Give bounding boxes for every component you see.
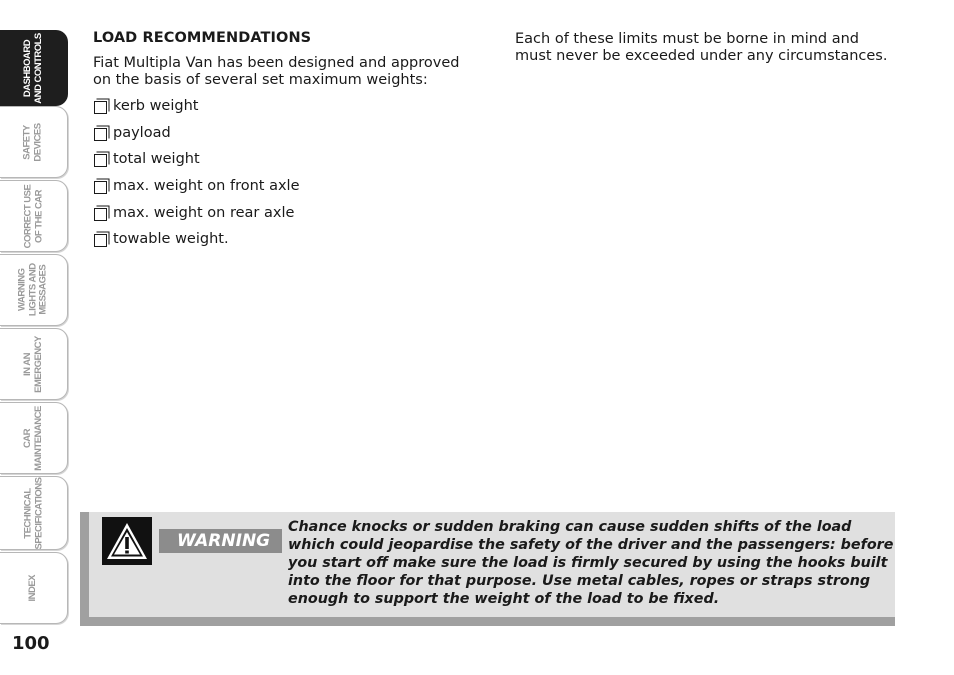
tab-safety-devices[interactable] (0, 106, 68, 178)
tab-technical-specifications[interactable] (0, 476, 68, 550)
checkbox-bullet-icon (94, 154, 107, 167)
page-number: 100 (12, 633, 50, 654)
tab-label: CORRECT USE OF THE CAR (22, 184, 44, 248)
tab-label: TECHNICAL SPECIFICATIONS (22, 477, 44, 549)
tab-label: SAFETY DEVICES (22, 122, 44, 162)
list-item-text: max. weight on front axle (113, 178, 300, 195)
tab-label: CAR MAINTENANCE (21, 405, 44, 471)
tab-dashboard-and-controls[interactable] (0, 30, 68, 106)
checkbox-bullet-icon (94, 128, 107, 141)
list-item (93, 151, 473, 178)
tab-label: WARNING LIGHTS AND MESSAGES (16, 263, 49, 317)
tab-in-an-emergency[interactable] (0, 328, 68, 400)
list-item (93, 178, 473, 205)
list-item (93, 98, 473, 125)
tab-car-maintenance[interactable] (0, 402, 68, 474)
list-item-text: total weight (113, 151, 200, 168)
limits-paragraph: Each of these limits must be borne in mind and must never be exceeded under any circumstances. (515, 31, 888, 64)
checkbox-bullet-icon (94, 234, 107, 247)
warning-box (80, 512, 895, 626)
warning-triangle-icon (102, 517, 152, 565)
checkbox-bullet-icon (94, 208, 107, 221)
list-item-text: payload (113, 124, 171, 141)
tab-label: IN AN EMERGENCY (21, 335, 44, 393)
checkbox-bullet-icon (94, 181, 107, 194)
list-item (93, 205, 473, 232)
warning-text: Chance knocks or sudden braking can cause sudden shifts of the load which could jeopardise the safety of the driver and the passengers: before you start off make sure the load is firmly secured by using the hooks built into the floor for that purpose. Use metal cables, ropes or straps strong enough to support the weight of the load to be fixed. (288, 519, 894, 607)
weight-list (93, 98, 473, 258)
list-item-text: max. weight on rear axle (113, 204, 295, 221)
tab-index[interactable] (0, 552, 68, 624)
intro-paragraph: Fiat Multipla Van has been designed and approved on the basis of several set maximum weights: (93, 55, 460, 88)
list-item (93, 231, 473, 258)
warning-label: WARNING (159, 529, 282, 553)
list-item-text: kerb weight (113, 98, 199, 114)
tab-warning-lights-and-messages[interactable] (0, 254, 68, 326)
list-item (93, 125, 473, 152)
checkbox-bullet-icon (94, 101, 107, 114)
tab-label: INDEX (27, 574, 39, 602)
tab-correct-use-of-the-car[interactable] (0, 180, 68, 252)
left-column (93, 30, 473, 258)
section-heading: LOAD RECOMMENDATIONS (93, 30, 312, 46)
chapter-tabs (0, 0, 72, 675)
list-item-text: towable weight. (113, 231, 229, 248)
right-column (515, 31, 895, 64)
tab-label: DASHBOARD AND CONTROLS (22, 32, 44, 104)
